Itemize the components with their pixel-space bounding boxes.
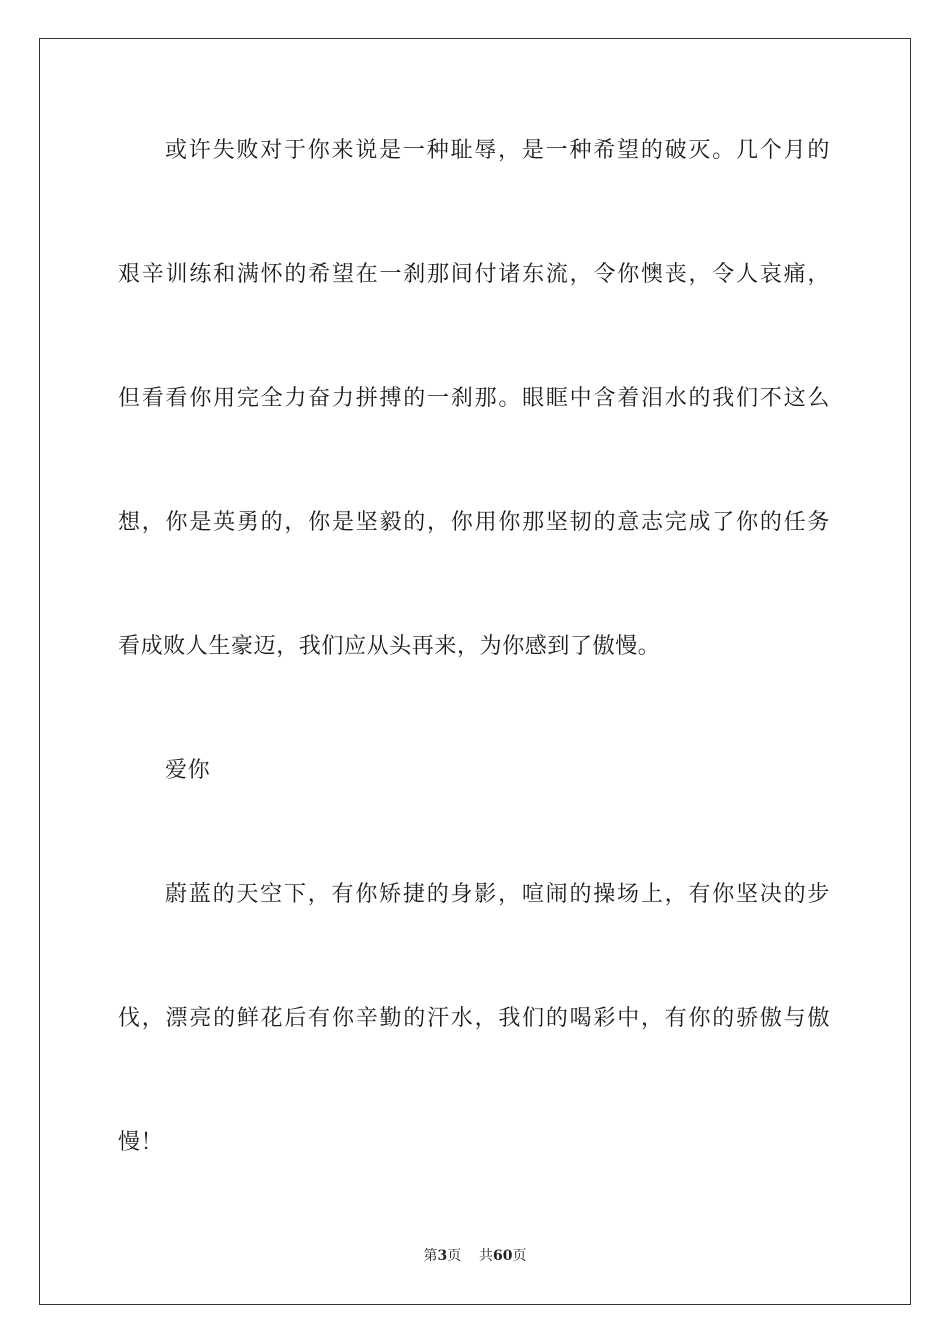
text-line-8: 伐，漂亮的鲜花后有你辛勤的汗水，我们的喝彩中，有你的骄傲与傲	[118, 1006, 830, 1031]
page-footer	[0, 1247, 950, 1265]
text-line-2: 艰辛训练和满怀的希望在一刹那间付诸东流，令你懊丧，令人哀痛，	[118, 262, 830, 287]
footer-page-prefix: 第	[423, 1248, 438, 1264]
text-line-1: 或许失败对于你来说是一种耻辱，是一种希望的破灭。几个月的	[165, 138, 830, 163]
text-line-7: 蔚蓝的天空下，有你矫捷的身影，喧闹的操场上，有你坚决的步	[165, 882, 830, 907]
footer-total-prefix: 共	[479, 1248, 494, 1264]
text-line-9: 慢！	[118, 1130, 164, 1155]
text-line-5: 看成败人生豪迈，我们应从头再来，为你感到了傲慢。	[118, 634, 661, 659]
footer-total-suffix: 页	[512, 1248, 527, 1264]
text-line-6-heading: 爱你	[165, 758, 211, 783]
footer-page-suffix: 页	[447, 1248, 462, 1264]
text-line-4: 想，你是英勇的，你是坚毅的，你用你那坚韧的意志完成了你的任务	[118, 510, 830, 535]
footer-page-current: 3	[437, 1248, 448, 1264]
text-line-3: 但看看你用完全力奋力拼搏的一刹那。眼眶中含着泪水的我们不这么	[118, 386, 830, 411]
footer-total-pages: 60	[493, 1248, 513, 1264]
page-border	[39, 38, 911, 1305]
